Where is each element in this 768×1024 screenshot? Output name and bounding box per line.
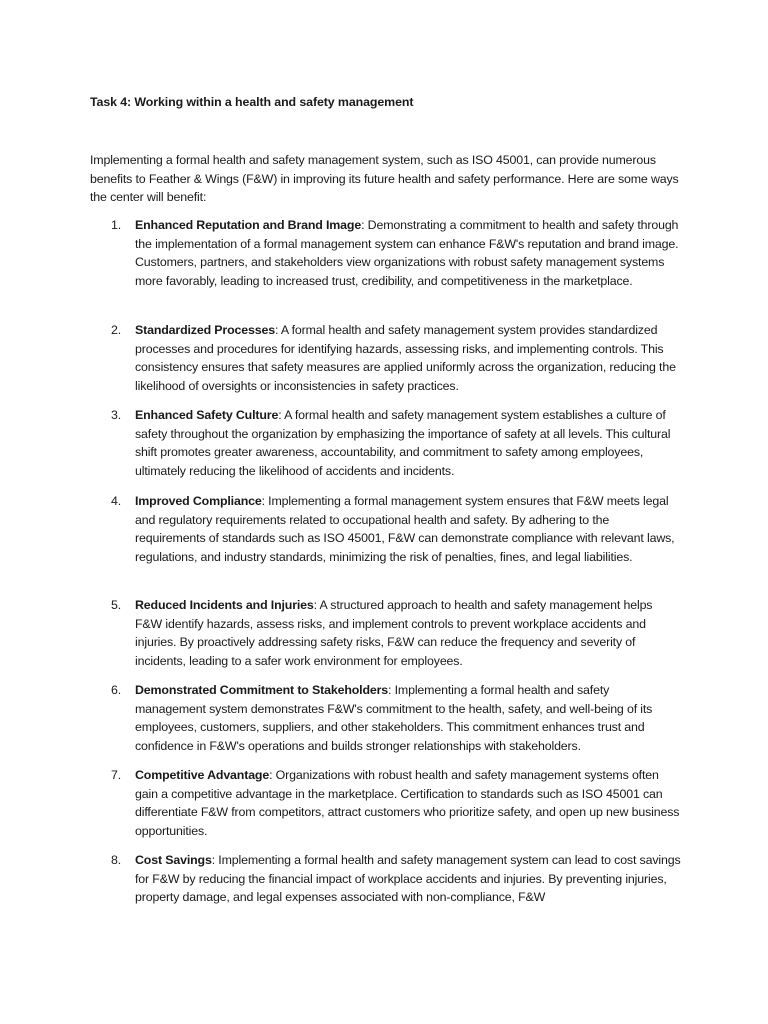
list-item <box>111 216 681 290</box>
list-item-title: Demonstrated Commitment to Stakeholders <box>135 683 389 697</box>
list-item <box>111 851 681 907</box>
list-item-title: Standardized Processes <box>135 323 275 337</box>
list-item-number: 1. <box>111 218 122 232</box>
list-item <box>111 681 681 755</box>
intro-paragraph: Implementing a formal health and safety management system, such as ISO 45001, can provide numerous benefits to Feather & Wings (F&W) in improving its future health and safety performance. Here are some ways the center will benefit: <box>90 153 679 205</box>
list-item-text: : A formal health and safety management system establishes a culture of safety throughout the organization by emphasizing the importance of safety at all levels. This cultural shift promotes greater awareness, accountability, and commitment to safety among employees, ultimately reducing the likelihood of accidents and incidents. <box>135 408 671 478</box>
list-item-title: Reduced Incidents and Injuries <box>135 598 314 612</box>
list-item <box>111 596 681 670</box>
list-item-text: : A structured approach to health and safety management helps F&W identify hazards, assess risks, and implement controls to prevent workplace accidents and injuries. By proactively addressing safety risks, F&W can reduce the frequency and severity of incidents, leading to a safer work environment for employees. <box>135 598 653 668</box>
list-item-title: Enhanced Reputation and Brand Image <box>135 218 362 232</box>
task-heading: Task 4: Working within a health and safety management <box>90 95 414 109</box>
list-item-text: : Implementing a formal health and safety management system can lead to cost savings for F&W by reducing the financial impact of workplace accidents and injuries. By preventing injuries, property damage, and legal expenses associated with non-compliance, F&W <box>135 853 681 905</box>
list-item-title: Competitive Advantage <box>135 768 270 782</box>
list-item-text: : Organizations with robust health and safety management systems often gain a competitive advantage in the marketplace. Certification to standards such as ISO 45001 can differentiate F&W from competitors, attract customers who prioritize safety, and open up new business opportunities. <box>135 768 680 838</box>
list-item-number: 5. <box>111 598 122 612</box>
list-item-number: 6. <box>111 683 122 697</box>
list-item-title: Cost Savings <box>135 853 212 867</box>
list-item-number: 8. <box>111 853 122 867</box>
list-item-text: : Implementing a formal health and safety management system demonstrates F&W's commitment to the health, safety, and well-being of its employees, customers, suppliers, and other stakeholders. This commitment enhances trust and confidence in F&W's operations and builds stronger relationships with stakeholders. <box>135 683 653 753</box>
list-item-number: 4. <box>111 494 122 508</box>
list-item <box>111 766 681 840</box>
list-item-text: : A formal health and safety management system provides standardized processes and procedures for identifying hazards, assessing risks, and implementing controls. This consistency ensures that safety measures are applied uniformly across the organization, reducing the likelihood of oversights or inconsistencies in safety practices. <box>135 323 676 393</box>
list-item-text: : Demonstrating a commitment to health and safety through the implementation of a formal management system can enhance F&W's reputation and brand image. Customers, partners, and stakeholders view organizations with robust safety management systems more favorably, leading to increased trust, credibility, and competitiveness in the marketplace. <box>135 218 679 288</box>
list-item-title: Enhanced Safety Culture <box>135 408 279 422</box>
list-item <box>111 321 681 395</box>
list-item <box>111 492 681 566</box>
list-item-title: Improved Compliance <box>135 494 262 508</box>
list-item-text: : Implementing a formal management system ensures that F&W meets legal and regulatory requirements related to occupational health and safety. By adhering to the requirements of standards such as ISO 45001, F&W can demonstrate compliance with relevant laws, regulations, and industry standards, minimizing the risk of penalties, fines, and legal liabilities. <box>135 494 675 564</box>
list-item-number: 3. <box>111 408 122 422</box>
list-item-number: 7. <box>111 768 122 782</box>
list-item <box>111 406 681 480</box>
list-item-number: 2. <box>111 323 122 337</box>
